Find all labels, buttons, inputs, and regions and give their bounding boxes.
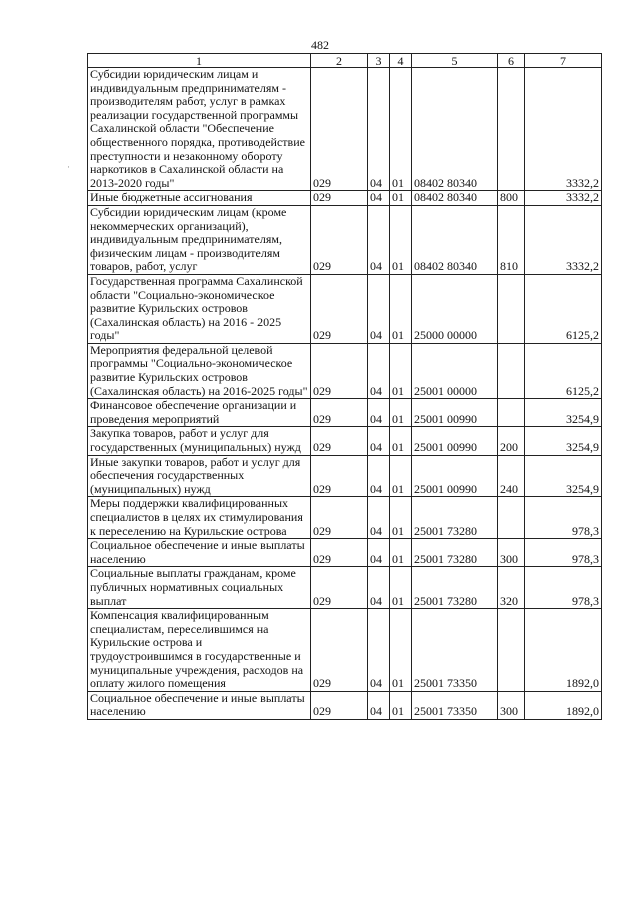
- row-admin-code: 029: [311, 497, 368, 539]
- table-row: [88, 497, 602, 539]
- row-section: 04: [368, 539, 390, 567]
- row-expense-type: [498, 609, 525, 692]
- row-name: Субсидии юридическим лицам (кроме некоммерческих организаций), индивидуальным предпринимателям, физическим лицам - производителям товаров, работ, услуг: [88, 205, 311, 274]
- row-name: Мероприятия федеральной целевой программы "Социально-экономическое развитие Курильских островов (Сахалинская область) на 2016-2025 годы": [88, 343, 311, 398]
- table-row: [88, 205, 602, 274]
- page-number: 482: [311, 38, 329, 52]
- row-expense-type: [498, 274, 525, 343]
- row-target-code: 25001 00990: [412, 399, 498, 427]
- row-subsection: 01: [390, 205, 412, 274]
- row-subsection: 01: [390, 497, 412, 539]
- row-amount: 1892,0: [525, 609, 602, 692]
- row-target-code: 25001 00990: [412, 455, 498, 497]
- row-target-code: 08402 80340: [412, 68, 498, 191]
- budget-table: [87, 53, 602, 720]
- row-expense-type: 300: [498, 539, 525, 567]
- row-section: 04: [368, 609, 390, 692]
- row-subsection: 01: [390, 191, 412, 206]
- table-row: [88, 455, 602, 497]
- row-subsection: 01: [390, 567, 412, 609]
- row-admin-code: 029: [311, 427, 368, 455]
- row-section: 04: [368, 691, 390, 719]
- row-section: 04: [368, 274, 390, 343]
- header-col-6: 6: [498, 54, 525, 68]
- row-name: Иные бюджетные ассигнования: [88, 191, 311, 206]
- row-expense-type: 800: [498, 191, 525, 206]
- row-amount: 6125,2: [525, 343, 602, 398]
- header-col-3: 3: [368, 54, 390, 68]
- row-amount: 978,3: [525, 497, 602, 539]
- row-target-code: 08402 80340: [412, 205, 498, 274]
- row-subsection: 01: [390, 539, 412, 567]
- table-row: [88, 691, 602, 719]
- row-name: Финансовое обеспечение организации и проведения мероприятий: [88, 399, 311, 427]
- header-row: [88, 54, 602, 68]
- row-subsection: 01: [390, 274, 412, 343]
- row-section: 04: [368, 567, 390, 609]
- row-expense-type: [498, 497, 525, 539]
- row-expense-type: 810: [498, 205, 525, 274]
- row-amount: 978,3: [525, 539, 602, 567]
- table-row: [88, 68, 602, 191]
- row-section: 04: [368, 455, 390, 497]
- row-name: Закупка товаров, работ и услуг для государственных (муниципальных) нужд: [88, 427, 311, 455]
- row-admin-code: 029: [311, 191, 368, 206]
- row-admin-code: 029: [311, 539, 368, 567]
- header-col-2: 2: [311, 54, 368, 68]
- table-row: [88, 191, 602, 206]
- row-admin-code: 029: [311, 205, 368, 274]
- row-section: 04: [368, 68, 390, 191]
- row-target-code: 25001 00000: [412, 343, 498, 398]
- row-amount: 3332,2: [525, 68, 602, 191]
- row-subsection: 01: [390, 68, 412, 191]
- row-admin-code: 029: [311, 399, 368, 427]
- row-subsection: 01: [390, 609, 412, 692]
- scan-speck: ·: [67, 162, 70, 172]
- row-expense-type: [498, 68, 525, 191]
- row-name: Компенсация квалифицированным специалистам, переселившимся на Курильские острова и трудоустроившимся в государственные и муниципальные учреждения, расходов на оплату жилого помещения: [88, 609, 311, 692]
- row-name: Социальное обеспечение и иные выплаты населению: [88, 539, 311, 567]
- row-amount: 978,3: [525, 567, 602, 609]
- row-section: 04: [368, 343, 390, 398]
- table-row: [88, 399, 602, 427]
- row-section: 04: [368, 427, 390, 455]
- row-expense-type: 300: [498, 691, 525, 719]
- row-amount: 3332,2: [525, 191, 602, 206]
- table-row: [88, 567, 602, 609]
- row-target-code: 08402 80340: [412, 191, 498, 206]
- row-admin-code: 029: [311, 609, 368, 692]
- row-name: Государственная программа Сахалинской области "Социально-экономическое развитие Курильских островов (Сахалинская область) на 2016 - 2025 годы": [88, 274, 311, 343]
- row-expense-type: [498, 399, 525, 427]
- row-target-code: 25001 73280: [412, 497, 498, 539]
- row-admin-code: 029: [311, 691, 368, 719]
- header-col-5: 5: [412, 54, 498, 68]
- table-row: [88, 427, 602, 455]
- row-target-code: 25001 73280: [412, 567, 498, 609]
- row-expense-type: 200: [498, 427, 525, 455]
- table-row: [88, 539, 602, 567]
- row-admin-code: 029: [311, 455, 368, 497]
- row-target-code: 25001 00990: [412, 427, 498, 455]
- row-amount: 3254,9: [525, 399, 602, 427]
- row-target-code: 25001 73280: [412, 539, 498, 567]
- row-target-code: 25001 73350: [412, 691, 498, 719]
- row-expense-type: [498, 343, 525, 398]
- row-admin-code: 029: [311, 274, 368, 343]
- table-row: [88, 609, 602, 692]
- row-admin-code: 029: [311, 343, 368, 398]
- row-name: Социальное обеспечение и иные выплаты населению: [88, 691, 311, 719]
- header-col-1: 1: [88, 54, 311, 68]
- header-col-4: 4: [390, 54, 412, 68]
- row-amount: 6125,2: [525, 274, 602, 343]
- row-subsection: 01: [390, 427, 412, 455]
- row-subsection: 01: [390, 399, 412, 427]
- row-expense-type: 320: [498, 567, 525, 609]
- table-row: [88, 274, 602, 343]
- row-target-code: 25001 73350: [412, 609, 498, 692]
- row-admin-code: 029: [311, 567, 368, 609]
- row-subsection: 01: [390, 343, 412, 398]
- row-name: Меры поддержки квалифицированных специалистов в целях их стимулирования к переселению на Курильские острова: [88, 497, 311, 539]
- row-expense-type: 240: [498, 455, 525, 497]
- row-amount: 3332,2: [525, 205, 602, 274]
- row-amount: 1892,0: [525, 691, 602, 719]
- row-name: Иные закупки товаров, работ и услуг для обеспечения государственных (муниципальных) нужд: [88, 455, 311, 497]
- row-section: 04: [368, 191, 390, 206]
- row-subsection: 01: [390, 455, 412, 497]
- row-name: Социальные выплаты гражданам, кроме публичных нормативных социальных выплат: [88, 567, 311, 609]
- row-name: Субсидии юридическим лицам и индивидуальным предпринимателям - производителям работ, услуг в рамках реализации государственной программы Сахалинской области "Обеспечение общественного порядка, противодействие преступности и незаконному обороту наркотиков в Сахалинской области на 2013-2020 годы": [88, 68, 311, 191]
- header-col-7: 7: [525, 54, 602, 68]
- row-target-code: 25000 00000: [412, 274, 498, 343]
- row-subsection: 01: [390, 691, 412, 719]
- row-section: 04: [368, 497, 390, 539]
- row-amount: 3254,9: [525, 455, 602, 497]
- row-section: 04: [368, 205, 390, 274]
- row-amount: 3254,9: [525, 427, 602, 455]
- table-row: [88, 343, 602, 398]
- row-admin-code: 029: [311, 68, 368, 191]
- row-section: 04: [368, 399, 390, 427]
